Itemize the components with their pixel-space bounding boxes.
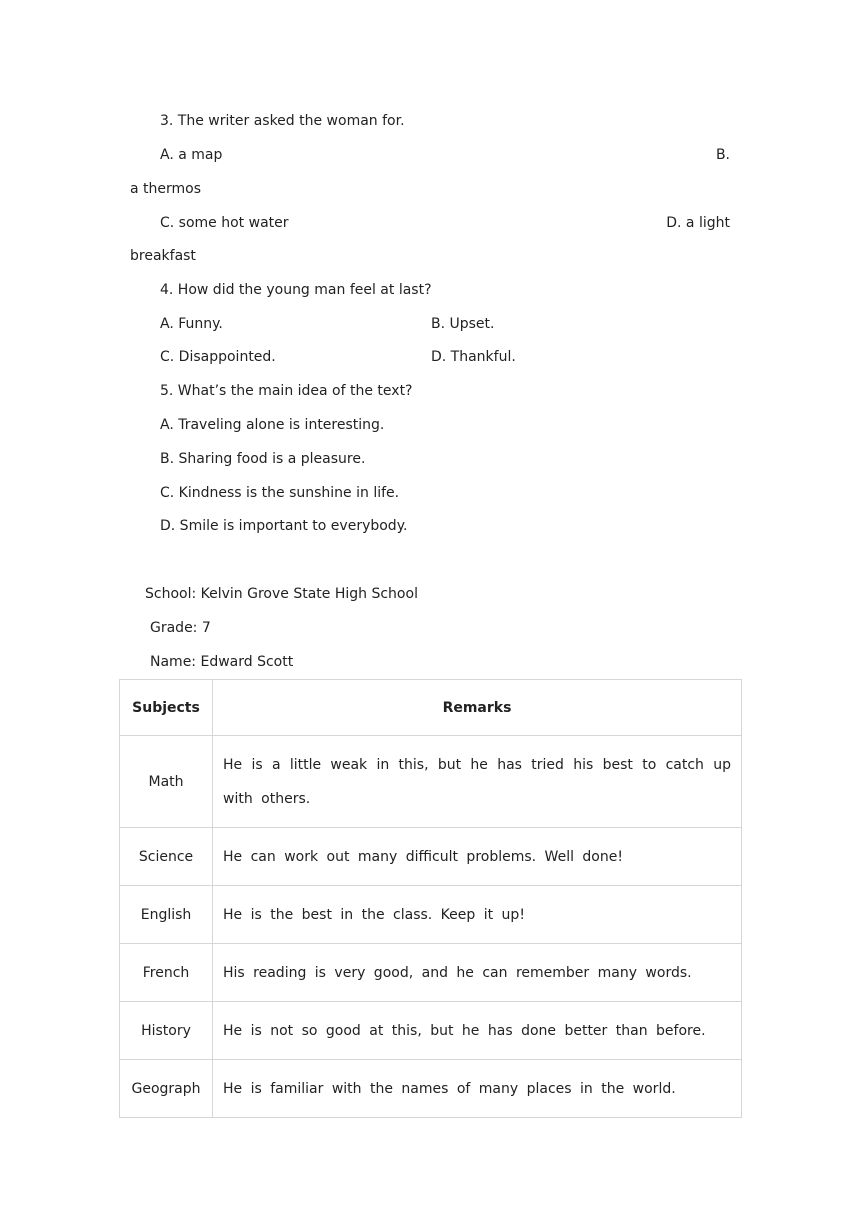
subject-cell: Math xyxy=(120,736,213,828)
question-3-option-b-text: a thermos xyxy=(130,181,202,197)
subject-cell: Science xyxy=(120,828,213,886)
table-row xyxy=(120,886,742,944)
subject-cell: History xyxy=(120,1002,213,1060)
table-row xyxy=(120,1002,742,1060)
table-row xyxy=(120,828,742,886)
subject-cell: French xyxy=(120,944,213,1002)
question-3-option-b-label: B. xyxy=(715,147,730,163)
remark-cell: He is not so good at this, but he has done better than before. xyxy=(213,1002,742,1060)
student-name: Name: Edward Scott xyxy=(150,654,294,670)
subject-cell: English xyxy=(120,886,213,944)
question-4-option-c: C. Disappointed. xyxy=(160,349,276,365)
question-3-option-d-text: breakfast xyxy=(130,248,196,264)
table-header-row xyxy=(120,680,742,736)
header-subjects: Subjects xyxy=(120,680,213,736)
question-3-option-d-label: D. a light xyxy=(666,215,730,231)
table-row xyxy=(120,1060,742,1118)
question-3-option-c: C. some hot water xyxy=(160,215,289,231)
question-5-stem: 5. What’s the main idea of the text? xyxy=(160,383,413,399)
question-4-option-b: B. Upset. xyxy=(431,316,495,332)
header-remarks: Remarks xyxy=(213,680,742,736)
question-5-option-a: A. Traveling alone is interesting. xyxy=(160,417,385,433)
remark-cell xyxy=(213,736,742,828)
remark-cell: He can work out many difficult problems. Well done! xyxy=(213,828,742,886)
remark-cell: He is familiar with the names of many places in the world. xyxy=(213,1060,742,1118)
remark-cell: His reading is very good, and he can remember many words. xyxy=(213,944,742,1002)
question-4-option-d: D. Thankful. xyxy=(431,349,516,365)
subject-cell: Geograph xyxy=(120,1060,213,1118)
question-4-stem: 4. How did the young man feel at last? xyxy=(160,282,432,298)
question-3-option-a: A. a map xyxy=(160,147,223,163)
remark-cell: He is the best in the class. Keep it up! xyxy=(213,886,742,944)
question-5-option-d: D. Smile is important to everybody. xyxy=(160,518,408,534)
remark-text: He is a little weak in this, but he has tried his best to catch up with others. xyxy=(223,756,731,807)
school-name: School: Kelvin Grove State High School xyxy=(145,586,418,602)
question-4-option-a: A. Funny. xyxy=(160,316,223,332)
table-row xyxy=(120,944,742,1002)
grade: Grade: 7 xyxy=(150,620,211,636)
table-row xyxy=(120,736,742,828)
question-5-option-b: B. Sharing food is a pleasure. xyxy=(160,451,366,467)
remarks-table xyxy=(119,679,742,1118)
question-3-stem: 3. The writer asked the woman for. xyxy=(160,113,405,129)
question-5-option-c: C. Kindness is the sunshine in life. xyxy=(160,485,400,501)
